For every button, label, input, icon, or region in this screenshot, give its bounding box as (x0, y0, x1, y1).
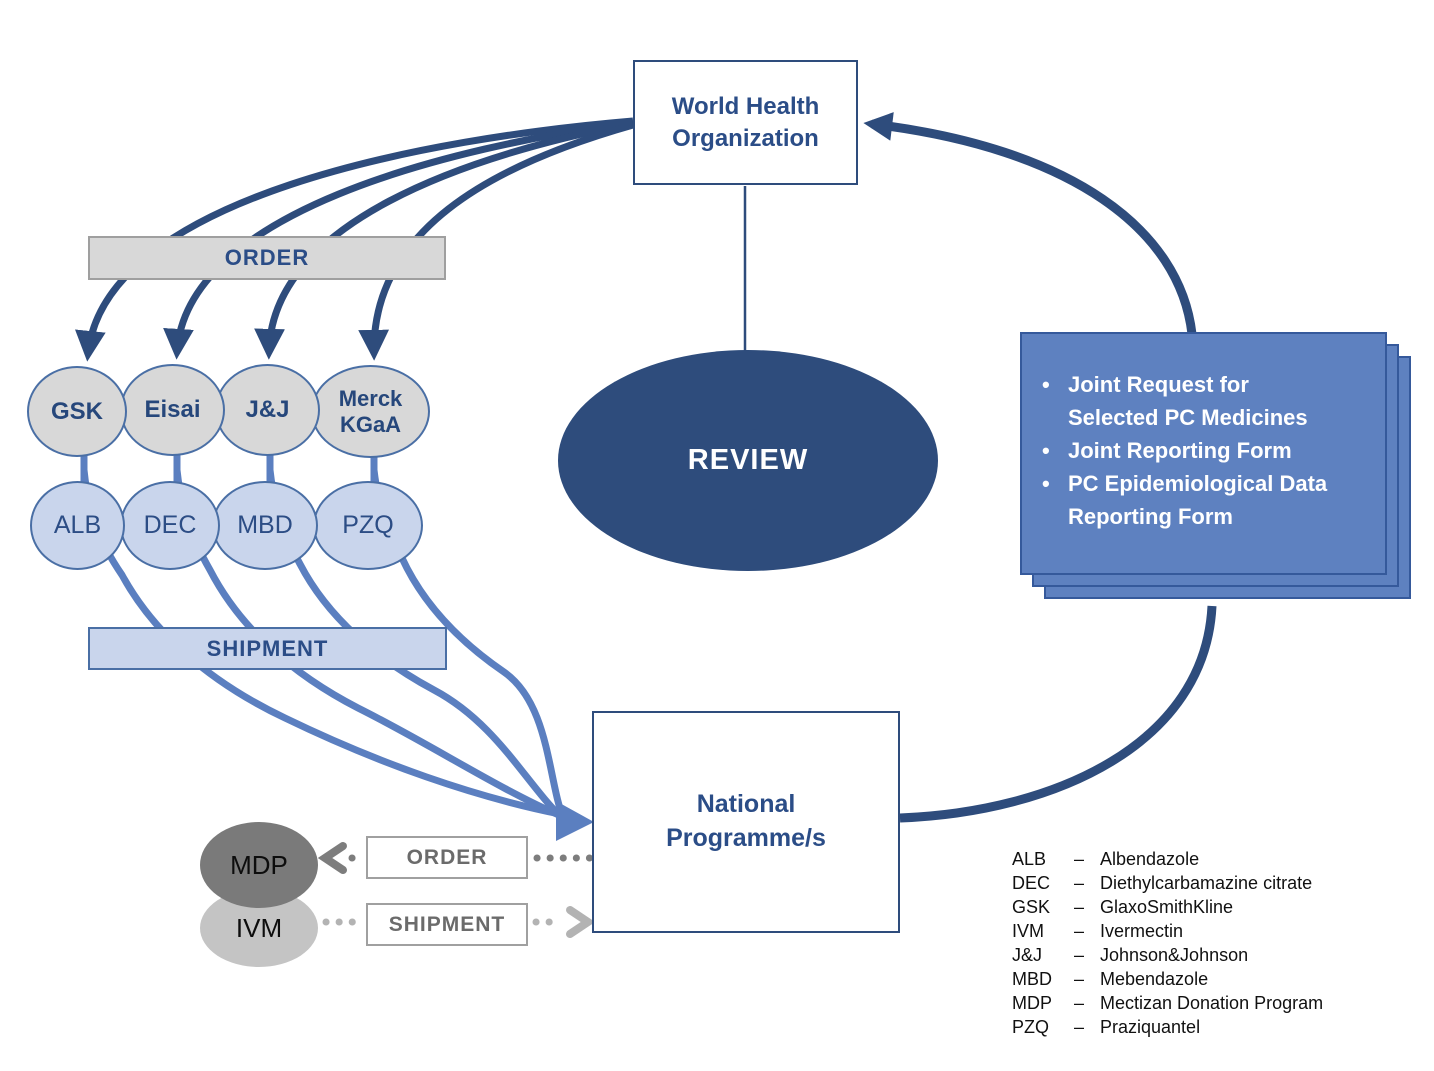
legend-abbr: PZQ (1012, 1017, 1050, 1037)
legend-abbr: J&J (1012, 945, 1043, 965)
legend-row (1012, 943, 1323, 967)
order-bottom-box (366, 836, 528, 879)
legend-dash: – (1074, 873, 1085, 893)
legend-abbr: ALB (1012, 849, 1047, 869)
mdp-label: MDP (230, 849, 288, 880)
company-label-jj: J&J (245, 396, 290, 424)
order-top-box (88, 236, 446, 280)
medicine-label-mbd: MBD (237, 511, 293, 539)
order-bottom-label: ORDER (406, 845, 488, 869)
legend-abbr: MBD (1012, 969, 1052, 989)
shipment-bottom-box (366, 903, 528, 946)
legend-row (1012, 895, 1323, 919)
legend-dash: – (1074, 1017, 1085, 1037)
mdp-ellipse (200, 822, 318, 908)
legend-abbr: MDP (1012, 993, 1052, 1013)
review-label: REVIEW (687, 444, 809, 476)
legend-row (1012, 1015, 1323, 1039)
document-item (1042, 467, 1375, 533)
legend-row (1012, 967, 1323, 991)
shipment-bottom-label: SHIPMENT (388, 912, 506, 936)
company-ellipse-jj (215, 364, 320, 456)
legend-name: Johnson&Johnson (1100, 945, 1249, 965)
legend-abbr: IVM (1012, 921, 1045, 941)
legend-abbr: GSK (1012, 897, 1051, 917)
who-label: World Health Organization (671, 93, 820, 152)
medicine-label-dec: DEC (143, 511, 197, 539)
company-ellipse-gsk (27, 366, 127, 457)
legend-name: Albendazole (1100, 849, 1200, 869)
national-programme-box (592, 711, 900, 933)
legend-row (1012, 871, 1323, 895)
document-item (1042, 434, 1375, 467)
medicine-ellipse-dec (120, 481, 220, 570)
legend-dash: – (1074, 969, 1085, 989)
report-curve-lower (900, 606, 1212, 818)
shipment-arrowhead (556, 801, 594, 841)
legend-name: Mectizan Donation Program (1100, 993, 1324, 1013)
document-item (1042, 368, 1375, 434)
order-top-label: ORDER (224, 245, 310, 270)
shipment-top-label: SHIPMENT (206, 635, 329, 661)
abbreviation-legend (1012, 847, 1323, 1039)
legend-name: Praziquantel (1100, 1017, 1201, 1037)
document-item-label: • Joint Request for Selected PC Medicines (1068, 372, 1308, 430)
company-ellipse-merck (311, 365, 430, 458)
company-label-gsk: GSK (50, 397, 103, 425)
documents-list (1042, 368, 1375, 533)
who-box (633, 60, 858, 185)
document-item-label: • Joint Reporting Form (1068, 438, 1292, 463)
legend-dash: – (1074, 849, 1085, 869)
company-label-merck: Merck KGaA (338, 386, 403, 437)
document-item-label: • PC Epidemiological Data Reporting Form (1068, 471, 1328, 529)
report-curve-upper (872, 124, 1192, 334)
national-programme-label: National Programme/s (666, 790, 826, 852)
medicine-ellipse-mbd (212, 481, 318, 570)
legend-name: Ivermectin (1100, 921, 1184, 941)
legend-dash: – (1074, 945, 1085, 965)
order-chevron-left-icon (325, 846, 343, 870)
shipment-chevron-right-icon (570, 910, 588, 934)
medicine-label-alb: ALB (53, 511, 102, 539)
legend-name: GlaxoSmithKline (1100, 897, 1234, 917)
ivm-label: IVM (235, 912, 283, 943)
company-label-eisai: Eisai (144, 396, 201, 424)
company-ellipse-eisai (120, 364, 225, 456)
medicine-label-pzq: PZQ (342, 511, 394, 539)
medicine-ellipse-pzq (313, 481, 423, 570)
legend-row (1012, 847, 1323, 871)
legend-dash: – (1074, 993, 1085, 1013)
review-ellipse (558, 350, 938, 571)
shipment-top-box (88, 627, 447, 670)
legend-name: Mebendazole (1100, 969, 1209, 989)
legend-row (1012, 919, 1323, 943)
legend-dash: – (1074, 921, 1085, 941)
legend-row (1012, 991, 1323, 1015)
legend-dash: – (1074, 897, 1085, 917)
documents-stack (1020, 332, 1387, 575)
legend-abbr: DEC (1012, 873, 1051, 893)
legend-name: Diethylcarbamazine citrate (1100, 873, 1313, 893)
medicine-ellipse-alb (30, 481, 125, 570)
